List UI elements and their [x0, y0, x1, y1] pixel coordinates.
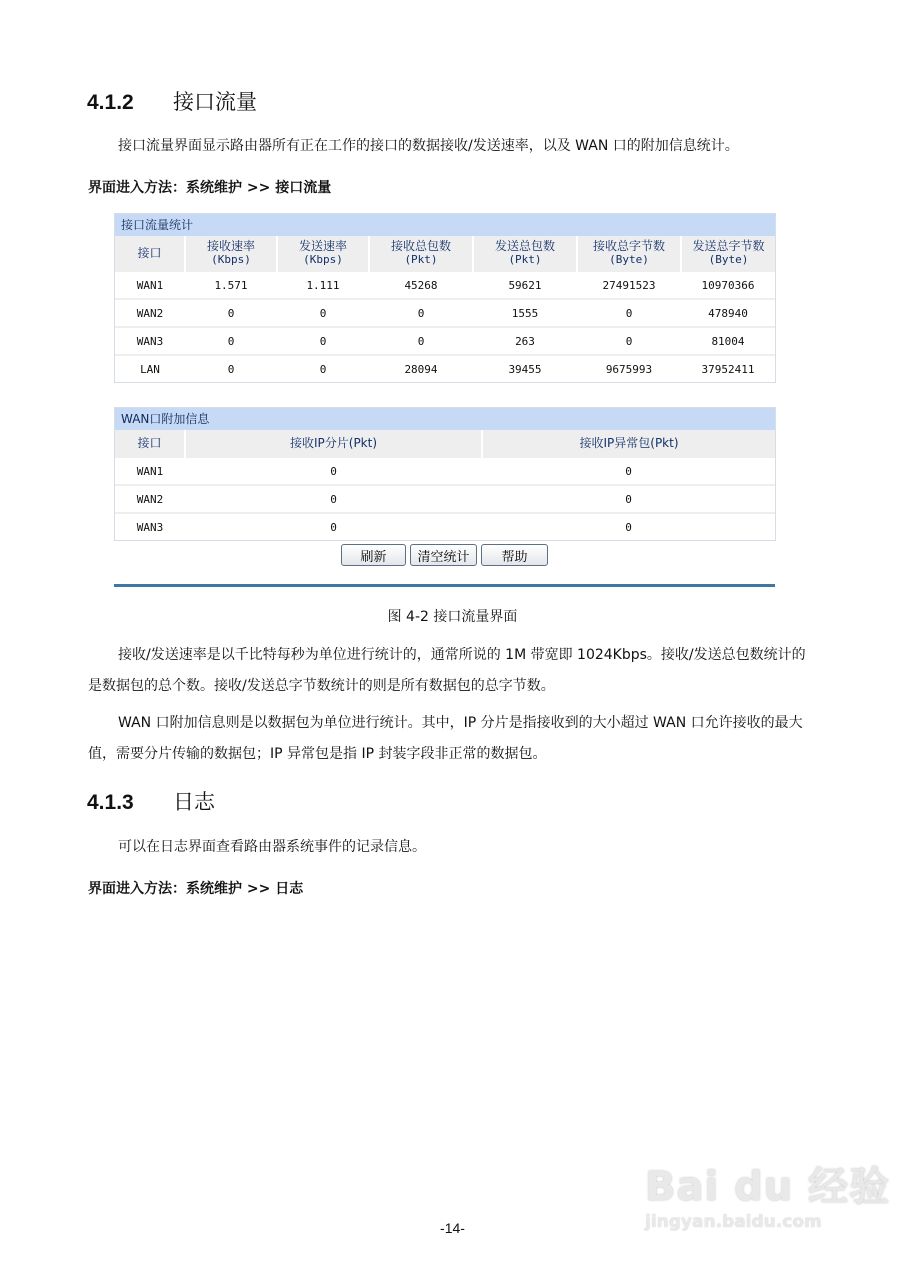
section-number: 4.1.3: [87, 791, 134, 814]
cell: 0: [185, 513, 482, 540]
cell: 0: [369, 327, 473, 355]
wan-extra-info-panel: [114, 407, 776, 541]
cell: 478940: [681, 299, 775, 327]
button-bar: [341, 544, 548, 566]
cell: 0: [577, 299, 681, 327]
cell: WAN1: [115, 271, 185, 299]
cell: LAN: [115, 355, 185, 382]
refresh-button[interactable]: 刷新: [341, 544, 406, 566]
col-header: 发送总字节数 (Byte): [681, 236, 775, 271]
cell: 0: [577, 327, 681, 355]
cell: 0: [277, 299, 369, 327]
cell: 27491523: [577, 271, 681, 299]
cell: WAN2: [115, 299, 185, 327]
cell: 0: [482, 485, 775, 513]
cell: 9675993: [577, 355, 681, 382]
cell: 0: [185, 457, 482, 485]
col-header: 接口: [115, 236, 185, 271]
cell: WAN3: [115, 513, 185, 540]
clear-stats-button[interactable]: 清空统计: [410, 544, 477, 566]
cell: 0: [277, 327, 369, 355]
nav-path: 界面进入方法：系统维护 >> 接口流量: [88, 180, 332, 196]
cell: 0: [482, 457, 775, 485]
cell: WAN2: [115, 485, 185, 513]
table-row: [115, 299, 775, 327]
col-header: 接收总字节数 (Byte): [577, 236, 681, 271]
cell: 45268: [369, 271, 473, 299]
table-header-row: [115, 236, 775, 271]
cell: 0: [185, 299, 277, 327]
panel-title: 接口流量统计: [115, 214, 775, 236]
intro-paragraph: 接口流量界面显示路由器所有正在工作的接口的数据接收/发送速率，以及 WAN 口的附加信息统计。: [118, 138, 739, 154]
traffic-stats-table: [115, 236, 775, 382]
table-row: [115, 271, 775, 299]
col-header: 发送速率 (Kbps): [277, 236, 369, 271]
cell: 0: [369, 299, 473, 327]
table-row: [115, 327, 775, 355]
col-header: 接收IP分片(Pkt): [185, 430, 482, 457]
help-button[interactable]: 帮助: [481, 544, 548, 566]
table-row: [115, 485, 775, 513]
page-number: -14-: [440, 1220, 465, 1236]
cell: 28094: [369, 355, 473, 382]
table-header-row: [115, 430, 775, 457]
nav-path: 界面进入方法：系统维护 >> 日志: [88, 881, 304, 897]
cell: 0: [185, 485, 482, 513]
panel-title: WAN口附加信息: [115, 408, 775, 430]
divider: [114, 584, 775, 587]
wan-explanation-paragraph: WAN 口附加信息则是以数据包为单位进行统计。其中，IP 分片是指接收到的大小超过 WAN 口允许接收的最大值，需要分片传输的数据包；IP 异常包是指 IP 封装字段非正常的数据包。: [88, 715, 803, 762]
cell: WAN1: [115, 457, 185, 485]
rate-explanation-paragraph: 接收/发送速率是以千比特每秒为单位进行统计的，通常所说的 1M 带宽即 1024Kbps。接收/发送总包数统计的是数据包的总个数。接收/发送总字节数统计的则是所有数据包的总字节数。: [88, 647, 806, 694]
cell: 263: [473, 327, 577, 355]
section-title: 接口流量: [173, 90, 257, 114]
cell: 1555: [473, 299, 577, 327]
col-header: 发送总包数 (Pkt): [473, 236, 577, 271]
traffic-stats-panel: [114, 213, 776, 383]
watermark-brand: Bai du 经验: [645, 1164, 891, 1210]
figure-caption: 图 4-2 接口流量界面: [387, 609, 518, 625]
cell: 37952411: [681, 355, 775, 382]
wan-extra-info-table: [115, 430, 775, 540]
cell: 10970366: [681, 271, 775, 299]
table-row: [115, 457, 775, 485]
cell: 0: [185, 355, 277, 382]
cell: 39455: [473, 355, 577, 382]
col-header: 接收总包数 (Pkt): [369, 236, 473, 271]
cell: 1.111: [277, 271, 369, 299]
cell: 0: [277, 355, 369, 382]
cell: 0: [482, 513, 775, 540]
watermark-url: jingyan.baidu.com: [645, 1212, 822, 1232]
col-header: 接收速率 (Kbps): [185, 236, 277, 271]
table-row: [115, 355, 775, 382]
col-header: 接口: [115, 430, 185, 457]
cell: WAN3: [115, 327, 185, 355]
cell: 59621: [473, 271, 577, 299]
cell: 81004: [681, 327, 775, 355]
log-intro-paragraph: 可以在日志界面查看路由器系统事件的记录信息。: [118, 839, 426, 855]
section-title: 日志: [173, 790, 215, 814]
cell: 0: [185, 327, 277, 355]
table-row: [115, 513, 775, 540]
section-heading-4-1-2: [87, 86, 257, 116]
col-header: 接收IP异常包(Pkt): [482, 430, 775, 457]
section-number: 4.1.2: [87, 91, 134, 114]
section-heading-4-1-3: [87, 786, 215, 816]
cell: 1.571: [185, 271, 277, 299]
